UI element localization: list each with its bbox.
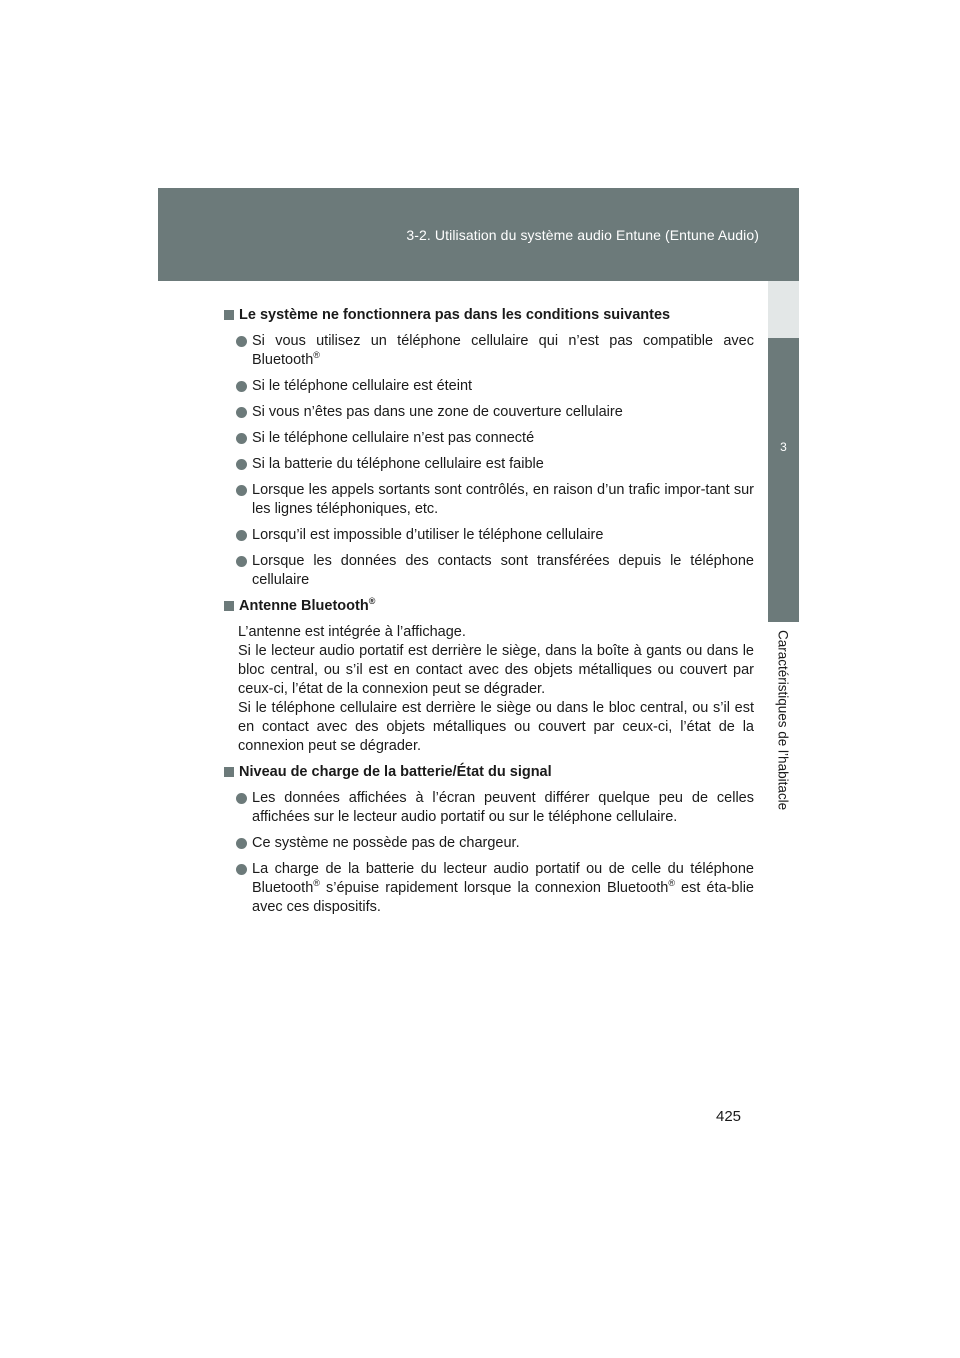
- chapter-title-vertical: [768, 630, 799, 830]
- bullet-list: [224, 789, 754, 917]
- section-conditions: [224, 306, 754, 590]
- side-tab-light-block: [768, 281, 799, 338]
- section-header-band: [158, 188, 799, 281]
- section-title: 3-2. Utilisation du système audio Entune (Entune Audio): [406, 227, 759, 243]
- page-number: 425: [716, 1108, 742, 1125]
- page-content: [224, 306, 754, 924]
- chapter-tab: [768, 338, 799, 622]
- list-item: La charge de la batterie du lecteur audio portatif ou de celle du téléphone Bluetooth® s’épuise rapidement lorsque la connexion Bluetooth® est éta-blie avec ces dispositifs.: [236, 860, 754, 917]
- circle-bullet-icon: [236, 433, 247, 444]
- circle-bullet-icon: [236, 381, 247, 392]
- list-item: Lorsque les données des contacts sont transférées depuis le téléphone cellulaire: [236, 552, 754, 590]
- paragraph: L’antenne est intégrée à l’affichage.: [238, 624, 466, 640]
- circle-bullet-icon: [236, 864, 247, 875]
- chapter-title: Caractéristiques de l’habitacle: [775, 630, 791, 811]
- paragraph: Si le lecteur audio portatif est derrière le siège, dans la boîte à gants ou dans le bloc central, ou s’il est en contact avec des objets métalliques ou couvert par ceux-ci, l’état de la connexion peut se dégrader.: [238, 643, 754, 697]
- bullet-list: [224, 332, 754, 590]
- list-item: Si vous utilisez un téléphone cellulaire qui n’est pas compatible avec Bluetooth®: [236, 332, 754, 370]
- list-item: Lorsque les appels sortants sont contrôlés, en raison d’un trafic impor-tant sur les lignes téléphoniques, etc.: [236, 481, 754, 519]
- list-item: Si vous n’êtes pas dans une zone de couverture cellulaire: [236, 403, 754, 422]
- list-item: Les données affichées à l’écran peuvent différer quelque peu de celles affichées sur le lecteur audio portatif ou sur le téléphone cellulaire.: [236, 789, 754, 827]
- square-bullet-icon: [224, 310, 234, 320]
- section-heading: Antenne Bluetooth®: [224, 597, 754, 616]
- paragraph-block: [224, 623, 754, 756]
- paragraph: Si le téléphone cellulaire est derrière le siège ou dans le bloc central, ou s’il est en contact avec des objets métalliques ou couvert par ceux-ci, l’état de la connexion peut se dégrader.: [238, 700, 754, 754]
- list-item: Si la batterie du téléphone cellulaire est faible: [236, 455, 754, 474]
- circle-bullet-icon: [236, 838, 247, 849]
- circle-bullet-icon: [236, 530, 247, 541]
- circle-bullet-icon: [236, 485, 247, 496]
- list-item: Ce système ne possède pas de chargeur.: [236, 834, 754, 853]
- section-heading: Niveau de charge de la batterie/État du signal: [224, 763, 754, 782]
- circle-bullet-icon: [236, 556, 247, 567]
- circle-bullet-icon: [236, 336, 247, 347]
- circle-bullet-icon: [236, 407, 247, 418]
- list-item: Lorsqu’il est impossible d’utiliser le téléphone cellulaire: [236, 526, 754, 545]
- section-heading: Le système ne fonctionnera pas dans les conditions suivantes: [224, 306, 754, 325]
- chapter-number: 3: [780, 440, 787, 454]
- list-item: Si le téléphone cellulaire est éteint: [236, 377, 754, 396]
- list-item: Si le téléphone cellulaire n’est pas connecté: [236, 429, 754, 448]
- circle-bullet-icon: [236, 793, 247, 804]
- square-bullet-icon: [224, 767, 234, 777]
- section-antenna: [224, 597, 754, 756]
- section-battery-signal: [224, 763, 754, 917]
- square-bullet-icon: [224, 601, 234, 611]
- circle-bullet-icon: [236, 459, 247, 470]
